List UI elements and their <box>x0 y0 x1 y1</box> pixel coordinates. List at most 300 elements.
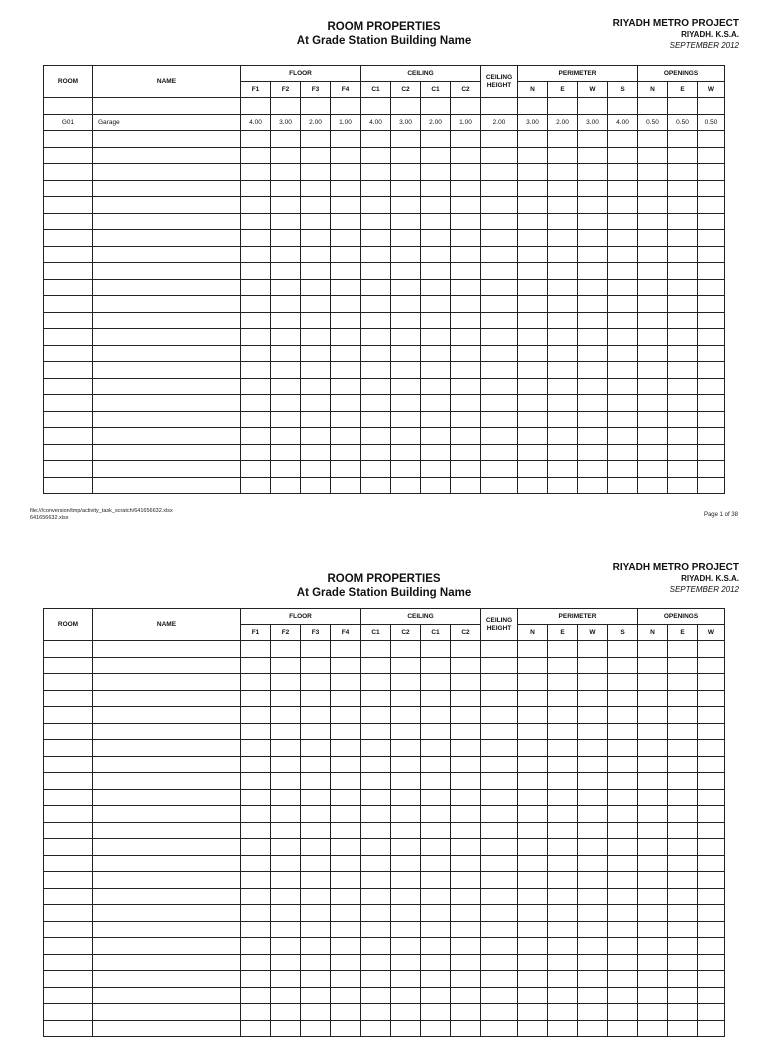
cell-floor <box>241 131 271 148</box>
cell-openings <box>668 263 698 280</box>
cell-ceiling <box>391 461 421 478</box>
cell-ceiling <box>391 938 421 955</box>
cell-ceiling <box>361 378 391 395</box>
cell-ceiling <box>451 98 481 115</box>
page-number: Page 1 of 38 <box>703 512 738 518</box>
cell-perimeter <box>548 723 578 740</box>
cell-perimeter <box>578 657 608 674</box>
cell-perimeter <box>608 197 638 214</box>
col-header-openings: OPENINGS <box>638 66 725 82</box>
cell-room <box>44 444 93 461</box>
cell-openings <box>668 461 698 478</box>
cell-floor <box>331 395 361 412</box>
cell-ceiling-height <box>481 461 518 478</box>
cell-perimeter <box>608 1020 638 1037</box>
file-name: 641656632.xlsx <box>30 515 69 521</box>
col-subheader-floor: F1 <box>241 625 271 641</box>
cell-perimeter <box>578 1020 608 1037</box>
cell-openings <box>698 690 725 707</box>
col-subheader-openings: E <box>668 625 698 641</box>
cell-ceiling <box>451 690 481 707</box>
table-row <box>44 461 725 478</box>
table-row <box>44 839 725 856</box>
cell-ceiling <box>421 213 451 230</box>
cell-room <box>44 263 93 280</box>
col-header-name: NAME <box>93 66 241 98</box>
cell-ceiling <box>451 756 481 773</box>
cell-ceiling-height <box>481 987 518 1004</box>
cell-name <box>93 263 241 280</box>
cell-ceiling <box>361 312 391 329</box>
cell-ceiling <box>421 329 451 346</box>
table-row <box>44 756 725 773</box>
cell-openings <box>668 444 698 461</box>
cell-openings <box>638 378 668 395</box>
cell-ceiling-height <box>481 345 518 362</box>
cell-openings <box>638 246 668 263</box>
cell-ceiling <box>361 213 391 230</box>
cell-name <box>93 378 241 395</box>
cell-room <box>44 197 93 214</box>
table-row <box>44 674 725 691</box>
cell-perimeter <box>548 641 578 658</box>
col-subheader-floor: F2 <box>271 625 301 641</box>
cell-ceiling <box>421 740 451 757</box>
cell-perimeter <box>608 362 638 379</box>
cell-ceiling-height <box>481 954 518 971</box>
cell-perimeter <box>608 1004 638 1021</box>
cell-perimeter <box>608 428 638 445</box>
cell-ceiling <box>361 230 391 247</box>
cell-ceiling <box>421 164 451 181</box>
cell-perimeter <box>608 263 638 280</box>
cell-ceiling <box>391 477 421 494</box>
table-row <box>44 114 725 131</box>
project-location: RIYADH. K.S.A. <box>681 30 739 39</box>
cell-ceiling <box>451 395 481 412</box>
cell-ceiling <box>361 971 391 988</box>
cell-floor <box>301 789 331 806</box>
cell-perimeter <box>518 411 548 428</box>
cell-floor <box>331 938 361 955</box>
cell-ceiling <box>421 657 451 674</box>
cell-floor <box>301 756 331 773</box>
cell-ceiling <box>361 789 391 806</box>
cell-perimeter <box>548 329 578 346</box>
cell-floor <box>331 756 361 773</box>
cell-openings <box>638 723 668 740</box>
cell-floor <box>331 213 361 230</box>
cell-ceiling <box>361 180 391 197</box>
cell-floor <box>271 362 301 379</box>
cell-openings <box>668 345 698 362</box>
cell-ceiling <box>451 329 481 346</box>
table-row <box>44 180 725 197</box>
cell-room <box>44 971 93 988</box>
cell-floor <box>241 147 271 164</box>
cell-perimeter <box>548 180 578 197</box>
cell-openings <box>698 657 725 674</box>
cell-perimeter <box>548 987 578 1004</box>
cell-ceiling <box>391 740 421 757</box>
cell-perimeter <box>578 855 608 872</box>
cell-name <box>93 723 241 740</box>
col-header-floor: FLOOR <box>241 66 361 82</box>
cell-ceiling <box>421 806 451 823</box>
cell-floor <box>271 279 301 296</box>
cell-ceiling <box>391 888 421 905</box>
table-row <box>44 230 725 247</box>
cell-perimeter <box>608 246 638 263</box>
cell-perimeter <box>548 938 578 955</box>
cell-perimeter <box>608 378 638 395</box>
col-subheader-floor: F4 <box>331 82 361 98</box>
col-subheader-perimeter: S <box>608 82 638 98</box>
cell-openings <box>668 938 698 955</box>
cell-perimeter <box>578 213 608 230</box>
table-row <box>44 1004 725 1021</box>
cell-floor <box>301 312 331 329</box>
col-subheader-perimeter: E <box>548 82 578 98</box>
cell-ceiling <box>391 707 421 724</box>
cell-openings <box>638 740 668 757</box>
cell-openings <box>638 428 668 445</box>
cell-openings <box>698 822 725 839</box>
cell-name <box>93 1004 241 1021</box>
cell-name <box>93 428 241 445</box>
cell-floor <box>331 329 361 346</box>
cell-floor <box>301 723 331 740</box>
cell-floor <box>241 197 271 214</box>
cell-openings <box>638 905 668 922</box>
cell-floor <box>331 197 361 214</box>
cell-room <box>44 131 93 148</box>
cell-perimeter <box>548 954 578 971</box>
table-row <box>44 98 725 115</box>
cell-ceiling <box>391 296 421 313</box>
table-row <box>44 147 725 164</box>
cell-ceiling-height <box>481 378 518 395</box>
cell-floor <box>331 641 361 658</box>
table-row <box>44 1020 725 1037</box>
cell-ceiling <box>391 197 421 214</box>
cell-ceiling <box>361 756 391 773</box>
cell-perimeter <box>518 822 548 839</box>
cell-openings <box>668 723 698 740</box>
cell-ceiling <box>361 428 391 445</box>
cell-perimeter <box>548 888 578 905</box>
cell-floor <box>301 707 331 724</box>
cell-name <box>93 230 241 247</box>
cell-name: Garage <box>93 114 241 131</box>
cell-floor <box>301 444 331 461</box>
cell-room <box>44 395 93 412</box>
cell-floor <box>301 773 331 790</box>
cell-perimeter <box>578 971 608 988</box>
cell-floor <box>301 230 331 247</box>
cell-room <box>44 461 93 478</box>
cell-openings <box>668 477 698 494</box>
cell-perimeter <box>578 180 608 197</box>
cell-openings <box>668 362 698 379</box>
cell-perimeter <box>578 740 608 757</box>
cell-ceiling <box>361 477 391 494</box>
cell-openings <box>668 329 698 346</box>
cell-room <box>44 213 93 230</box>
cell-ceiling <box>361 411 391 428</box>
cell-floor <box>241 888 271 905</box>
cell-openings <box>668 279 698 296</box>
cell-floor <box>271 806 301 823</box>
cell-floor <box>271 938 301 955</box>
cell-room <box>44 839 93 856</box>
cell-floor <box>301 954 331 971</box>
cell-openings <box>638 477 668 494</box>
col-subheader-ceiling: C2 <box>451 625 481 641</box>
cell-name <box>93 345 241 362</box>
cell-ceiling <box>421 147 451 164</box>
cell-perimeter <box>518 296 548 313</box>
project-date: SEPTEMBER 2012 <box>669 585 739 594</box>
cell-floor <box>271 444 301 461</box>
cell-name <box>93 246 241 263</box>
cell-openings <box>698 98 725 115</box>
cell-perimeter <box>518 180 548 197</box>
cell-openings <box>638 131 668 148</box>
cell-ceiling <box>391 180 421 197</box>
cell-openings <box>698 987 725 1004</box>
cell-openings <box>638 674 668 691</box>
cell-ceiling <box>391 657 421 674</box>
cell-perimeter <box>578 822 608 839</box>
cell-floor <box>331 674 361 691</box>
cell-perimeter <box>518 954 548 971</box>
cell-name <box>93 329 241 346</box>
table-row <box>44 905 725 922</box>
col-subheader-perimeter: W <box>578 82 608 98</box>
cell-openings <box>698 905 725 922</box>
cell-floor <box>301 362 331 379</box>
cell-ceiling-height <box>481 296 518 313</box>
page-title: ROOM PROPERTIES <box>327 21 441 33</box>
cell-ceiling <box>421 378 451 395</box>
table-row <box>44 329 725 346</box>
table-row <box>44 822 725 839</box>
cell-perimeter <box>518 395 548 412</box>
cell-openings: 0.50 <box>698 114 725 131</box>
cell-floor <box>271 789 301 806</box>
cell-ceiling-height <box>481 1004 518 1021</box>
cell-openings <box>638 938 668 955</box>
cell-ceiling <box>421 641 451 658</box>
col-header-perimeter: PERIMETER <box>518 66 638 82</box>
cell-perimeter <box>578 954 608 971</box>
cell-ceiling <box>421 461 451 478</box>
cell-floor <box>271 971 301 988</box>
cell-ceiling <box>451 674 481 691</box>
cell-openings <box>668 98 698 115</box>
cell-floor <box>301 888 331 905</box>
cell-openings <box>638 461 668 478</box>
cell-openings <box>698 773 725 790</box>
cell-ceiling <box>451 279 481 296</box>
cell-name <box>93 888 241 905</box>
cell-perimeter <box>518 987 548 1004</box>
cell-openings <box>668 839 698 856</box>
cell-perimeter <box>608 773 638 790</box>
project-info <box>613 562 739 595</box>
cell-perimeter <box>518 855 548 872</box>
cell-perimeter <box>578 164 608 181</box>
cell-openings <box>698 872 725 889</box>
col-subheader-ceiling: C2 <box>451 82 481 98</box>
cell-perimeter <box>548 213 578 230</box>
cell-perimeter <box>518 905 548 922</box>
cell-floor <box>301 395 331 412</box>
cell-ceiling <box>451 428 481 445</box>
cell-ceiling <box>451 147 481 164</box>
cell-floor <box>331 1020 361 1037</box>
cell-ceiling <box>391 246 421 263</box>
cell-openings <box>698 197 725 214</box>
cell-perimeter <box>578 1004 608 1021</box>
cell-ceiling-height <box>481 98 518 115</box>
col-subheader-openings: N <box>638 82 668 98</box>
table-row <box>44 477 725 494</box>
cell-openings <box>698 806 725 823</box>
cell-perimeter <box>608 230 638 247</box>
cell-floor <box>301 971 331 988</box>
cell-openings <box>638 312 668 329</box>
cell-ceiling <box>421 180 451 197</box>
cell-openings <box>638 296 668 313</box>
cell-ceiling <box>361 954 391 971</box>
cell-floor <box>331 872 361 889</box>
cell-perimeter <box>608 180 638 197</box>
table-row <box>44 395 725 412</box>
cell-ceiling <box>421 839 451 856</box>
cell-room <box>44 690 93 707</box>
page-title: ROOM PROPERTIES <box>327 573 441 585</box>
cell-ceiling <box>451 723 481 740</box>
cell-floor <box>301 279 331 296</box>
cell-perimeter <box>608 971 638 988</box>
cell-ceiling <box>391 213 421 230</box>
cell-openings <box>698 180 725 197</box>
cell-perimeter <box>608 938 638 955</box>
cell-ceiling <box>391 690 421 707</box>
cell-floor <box>301 411 331 428</box>
cell-floor <box>331 279 361 296</box>
cell-openings <box>668 197 698 214</box>
cell-floor <box>331 477 361 494</box>
cell-openings <box>668 674 698 691</box>
cell-floor: 4.00 <box>241 114 271 131</box>
table-row <box>44 954 725 971</box>
cell-ceiling <box>451 641 481 658</box>
cell-name <box>93 954 241 971</box>
col-subheader-ceiling: C2 <box>391 625 421 641</box>
cell-ceiling-height <box>481 197 518 214</box>
cell-openings <box>698 1004 725 1021</box>
cell-ceiling <box>391 263 421 280</box>
cell-ceiling <box>361 822 391 839</box>
cell-ceiling <box>421 938 451 955</box>
cell-perimeter <box>608 855 638 872</box>
cell-floor <box>241 461 271 478</box>
cell-room <box>44 789 93 806</box>
cell-openings <box>668 180 698 197</box>
cell-openings <box>638 98 668 115</box>
cell-floor <box>331 1004 361 1021</box>
cell-floor <box>241 329 271 346</box>
cell-perimeter <box>578 872 608 889</box>
cell-floor <box>271 329 301 346</box>
cell-room <box>44 657 93 674</box>
cell-ceiling <box>391 1020 421 1037</box>
cell-ceiling <box>421 279 451 296</box>
cell-floor <box>271 888 301 905</box>
cell-floor <box>271 312 301 329</box>
cell-floor <box>241 378 271 395</box>
table-row <box>44 246 725 263</box>
cell-floor <box>331 296 361 313</box>
cell-ceiling <box>451 921 481 938</box>
table-row <box>44 855 725 872</box>
cell-ceiling <box>391 312 421 329</box>
cell-perimeter <box>518 971 548 988</box>
cell-perimeter <box>518 461 548 478</box>
cell-floor <box>331 822 361 839</box>
cell-floor <box>271 822 301 839</box>
cell-ceiling <box>391 131 421 148</box>
cell-ceiling <box>361 131 391 148</box>
cell-name <box>93 756 241 773</box>
cell-perimeter <box>548 279 578 296</box>
cell-room <box>44 147 93 164</box>
cell-perimeter <box>548 197 578 214</box>
cell-ceiling <box>361 888 391 905</box>
cell-floor <box>271 740 301 757</box>
cell-floor <box>271 197 301 214</box>
cell-room <box>44 888 93 905</box>
cell-floor <box>331 723 361 740</box>
cell-openings <box>638 954 668 971</box>
cell-perimeter <box>548 690 578 707</box>
cell-ceiling-height <box>481 230 518 247</box>
cell-openings <box>668 131 698 148</box>
cell-openings <box>638 756 668 773</box>
cell-ceiling <box>361 98 391 115</box>
cell-openings <box>698 855 725 872</box>
cell-room <box>44 362 93 379</box>
col-subheader-openings: E <box>668 82 698 98</box>
cell-ceiling-height <box>481 690 518 707</box>
cell-ceiling <box>451 806 481 823</box>
cell-name <box>93 444 241 461</box>
cell-room <box>44 98 93 115</box>
cell-floor <box>331 773 361 790</box>
cell-ceiling <box>391 230 421 247</box>
cell-openings <box>668 296 698 313</box>
cell-name <box>93 938 241 955</box>
cell-ceiling <box>421 395 451 412</box>
table-row <box>44 707 725 724</box>
cell-ceiling-height <box>481 674 518 691</box>
cell-perimeter <box>548 477 578 494</box>
cell-openings <box>668 246 698 263</box>
cell-ceiling <box>451 657 481 674</box>
